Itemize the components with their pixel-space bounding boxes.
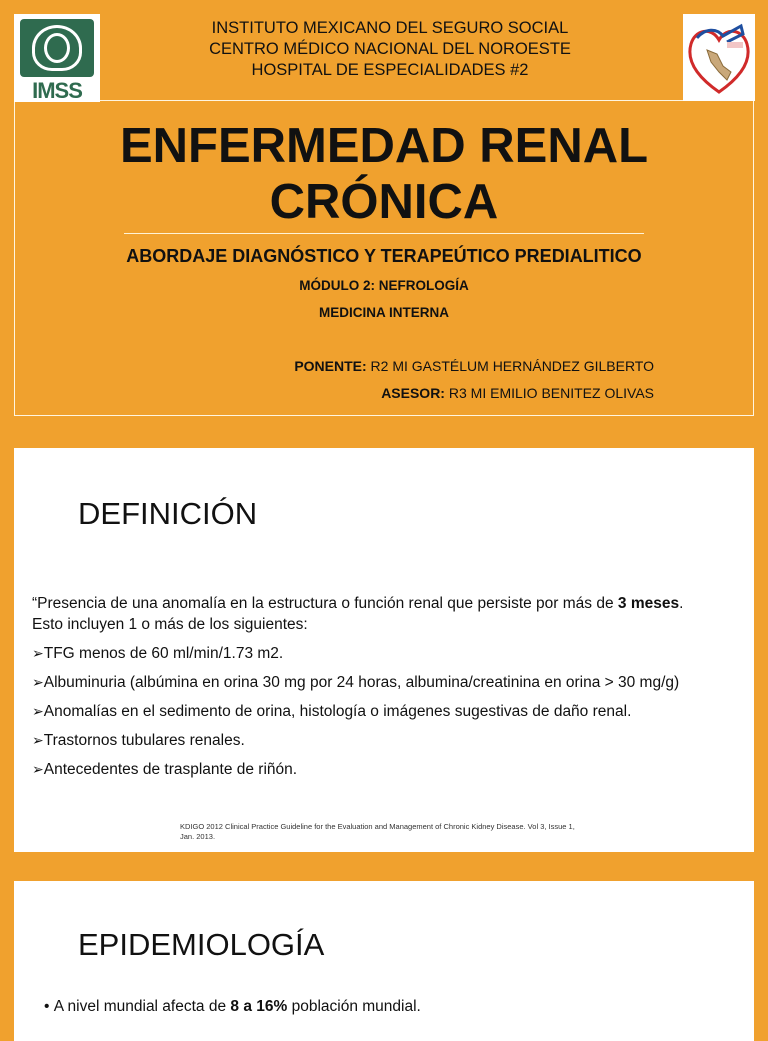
title-divider [124, 233, 644, 234]
arrow-bullet-icon: ➢ [32, 674, 44, 690]
institution-header [110, 18, 670, 81]
hospital-heart-map-icon [683, 14, 755, 101]
epidemiology-slide [14, 881, 754, 1041]
presentation-title [60, 118, 708, 230]
title-line-2: CRÓNICA [269, 175, 499, 229]
criteria-item: ➢TFG menos de 60 ml/min/1.73 m2. [32, 645, 284, 662]
epidemiology-item: • A nivel mundial afecta de 8 a 16% población mundial. [44, 998, 421, 1015]
definition-body [32, 593, 692, 788]
definition-heading: DEFINICIÓN [78, 496, 258, 531]
arrow-bullet-icon: ➢ [32, 703, 44, 719]
asesor-value: R3 MI EMILIO BENITEZ OLIVAS [444, 385, 654, 401]
ponente-line [294, 358, 654, 374]
imss-logo-text: IMSS [32, 78, 82, 103]
definition-intro: “Presencia de una anomalía en la estructura o función renal que persiste por más de 3 meses. Esto incluyen 1 o más de los siguientes: [32, 595, 684, 633]
ponente-label: PONENTE: [294, 358, 367, 374]
center-name: CENTRO MÉDICO NACIONAL DEL NOROESTE [209, 40, 571, 58]
department-label: MEDICINA INTERNA [319, 305, 449, 320]
asesor-label: ASESOR: [381, 385, 445, 401]
criteria-item: ➢Trastornos tubulares renales. [32, 732, 245, 749]
criteria-item: ➢Albuminuria (albúmina en orina 30 mg por 24 horas, albumina/creatinina en orina > 30 mg/g) [32, 674, 680, 691]
ponente-value: R2 MI GASTÉLUM HERNÁNDEZ GILBERTO [366, 358, 654, 374]
epidemiology-heading: EPIDEMIOLOGÍA [78, 927, 325, 962]
criteria-item: ➢Anomalías en el sedimento de orina, histología o imágenes sugestivas de daño renal. [32, 703, 632, 720]
bullet-icon: • [44, 998, 50, 1015]
definition-slide [14, 448, 754, 852]
title-line-1: ENFERMEDAD RENAL [119, 119, 649, 173]
title-slide [0, 0, 768, 430]
hospital-logo [683, 14, 755, 101]
arrow-bullet-icon: ➢ [32, 761, 44, 777]
hospital-name: HOSPITAL DE ESPECIALIDADES #2 [251, 61, 529, 79]
imss-eagle-icon [20, 19, 94, 77]
arrow-bullet-icon: ➢ [32, 645, 44, 661]
criteria-item: ➢Antecedentes de trasplante de riñón. [32, 761, 298, 778]
reference-citation: KDIGO 2012 Clinical Practice Guideline for the Evaluation and Management of Chronic Kidney Disease. Vol 3, Issue 1, Jan. 2013. [180, 822, 575, 841]
arrow-bullet-icon: ➢ [32, 732, 44, 748]
module-label: MÓDULO 2: NEFROLOGÍA [299, 278, 469, 293]
imss-logo [14, 14, 100, 102]
presentation-subtitle: ABORDAJE DIAGNÓSTICO Y TERAPEÚTICO PREDIALITICO [126, 246, 642, 266]
asesor-line [381, 385, 654, 401]
institution-name: INSTITUTO MEXICANO DEL SEGURO SOCIAL [211, 19, 569, 37]
